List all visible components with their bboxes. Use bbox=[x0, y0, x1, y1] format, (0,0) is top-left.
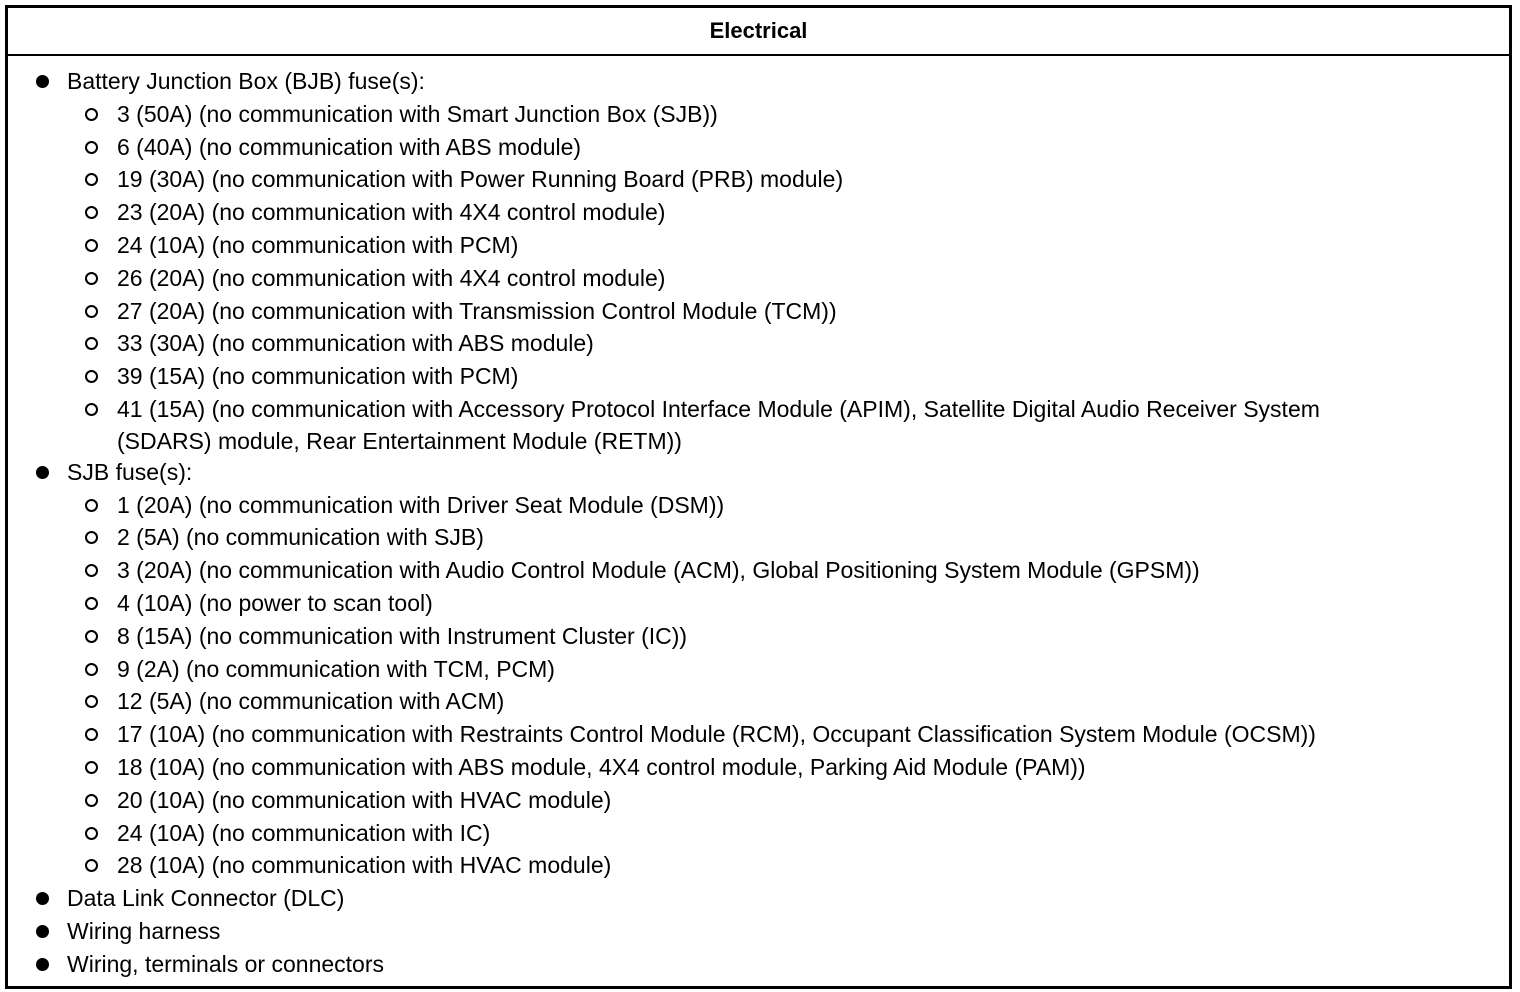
ring-bullet-icon bbox=[85, 597, 98, 610]
ring-bullet-icon bbox=[85, 630, 98, 643]
list-item-label: Wiring, terminals or connectors bbox=[67, 950, 384, 977]
ring-bullet-icon bbox=[85, 173, 98, 186]
sub-item: 6 (40A) (no communication with ABS module) bbox=[67, 131, 1509, 164]
sub-item: 26 (20A) (no communication with 4X4 control module) bbox=[67, 262, 1509, 295]
list-item-label: Battery Junction Box (BJB) fuse(s): bbox=[67, 68, 425, 94]
ring-bullet-icon bbox=[85, 305, 98, 318]
ring-bullet-icon bbox=[85, 695, 98, 708]
sublist-bjb bbox=[67, 98, 1509, 456]
ring-bullet-icon bbox=[85, 794, 98, 807]
ring-bullet-icon bbox=[85, 403, 98, 416]
sublist-sjb bbox=[67, 489, 1509, 883]
bullet-icon bbox=[36, 892, 49, 905]
sub-item: 39 (15A) (no communication with PCM) bbox=[67, 360, 1509, 393]
sub-item: 41 (15A) (no communication with Accessory Protocol Interface Module (APIM), Satellite Digital Audio Receiver System (SDARS) module, Rear Entertainment Module (RETM)) bbox=[67, 393, 1509, 456]
sub-item: 2 (5A) (no communication with SJB) bbox=[67, 521, 1509, 554]
ring-bullet-icon bbox=[85, 272, 98, 285]
list-item-label: Wiring harness bbox=[67, 917, 221, 944]
ring-bullet-icon bbox=[85, 239, 98, 252]
ring-bullet-icon bbox=[85, 141, 98, 154]
sub-item: 3 (50A) (no communication with Smart Junction Box (SJB)) bbox=[67, 98, 1509, 131]
sub-item: 27 (20A) (no communication with Transmission Control Module (TCM)) bbox=[67, 295, 1509, 328]
ring-bullet-icon bbox=[85, 337, 98, 350]
ring-bullet-icon bbox=[85, 761, 98, 774]
list-item-wiring-harness bbox=[8, 915, 1509, 948]
sub-item: 8 (15A) (no communication with Instrument Cluster (IC)) bbox=[67, 620, 1509, 653]
sub-item: 33 (30A) (no communication with ABS module) bbox=[67, 327, 1509, 360]
list-item-label: SJB fuse(s): bbox=[67, 458, 193, 485]
sub-item: 4 (10A) (no power to scan tool) bbox=[67, 587, 1509, 620]
table-title: Electrical bbox=[709, 18, 808, 43]
sub-item: 3 (20A) (no communication with Audio Control Module (ACM), Global Positioning System Module (GPSM)) bbox=[67, 554, 1509, 587]
ring-bullet-icon bbox=[85, 108, 98, 121]
list-item-sjb-fuses bbox=[8, 456, 1509, 882]
sub-item: 1 (20A) (no communication with Driver Seat Module (DSM)) bbox=[67, 489, 1509, 522]
sub-item: 18 (10A) (no communication with ABS module, 4X4 control module, Parking Aid Module (PAM)) bbox=[67, 751, 1509, 784]
sub-item: 24 (10A) (no communication with PCM) bbox=[67, 229, 1509, 262]
ring-bullet-icon bbox=[85, 499, 98, 512]
list-item-bjb-fuses bbox=[8, 65, 1509, 456]
bullet-icon bbox=[36, 75, 49, 88]
list-item-wiring-terminals bbox=[8, 948, 1509, 981]
electrical-table bbox=[5, 5, 1512, 989]
sub-item: 12 (5A) (no communication with ACM) bbox=[67, 685, 1509, 718]
sub-item: 17 (10A) (no communication with Restraints Control Module (RCM), Occupant Classification System Module (OCSM)) bbox=[67, 718, 1509, 751]
sub-item: 24 (10A) (no communication with IC) bbox=[67, 817, 1509, 850]
ring-bullet-icon bbox=[85, 206, 98, 219]
sub-item: 28 (10A) (no communication with HVAC module) bbox=[67, 849, 1509, 882]
bullet-icon bbox=[36, 958, 49, 971]
sub-item: 20 (10A) (no communication with HVAC module) bbox=[67, 784, 1509, 817]
ring-bullet-icon bbox=[85, 531, 98, 544]
ring-bullet-icon bbox=[85, 827, 98, 840]
ring-bullet-icon bbox=[85, 859, 98, 872]
ring-bullet-icon bbox=[85, 370, 98, 383]
bullet-icon bbox=[36, 466, 49, 479]
cause-list bbox=[8, 65, 1509, 981]
ring-bullet-icon bbox=[85, 728, 98, 741]
list-item-label: Data Link Connector (DLC) bbox=[67, 885, 345, 912]
ring-bullet-icon bbox=[85, 663, 98, 676]
sub-item: 19 (30A) (no communication with Power Running Board (PRB) module) bbox=[67, 163, 1509, 196]
table-header bbox=[8, 8, 1509, 56]
sub-item: 23 (20A) (no communication with 4X4 control module) bbox=[67, 196, 1509, 229]
ring-bullet-icon bbox=[85, 564, 98, 577]
table-body bbox=[8, 56, 1509, 981]
list-item-dlc bbox=[8, 882, 1509, 915]
sub-item: 9 (2A) (no communication with TCM, PCM) bbox=[67, 653, 1509, 686]
bullet-icon bbox=[36, 925, 49, 938]
